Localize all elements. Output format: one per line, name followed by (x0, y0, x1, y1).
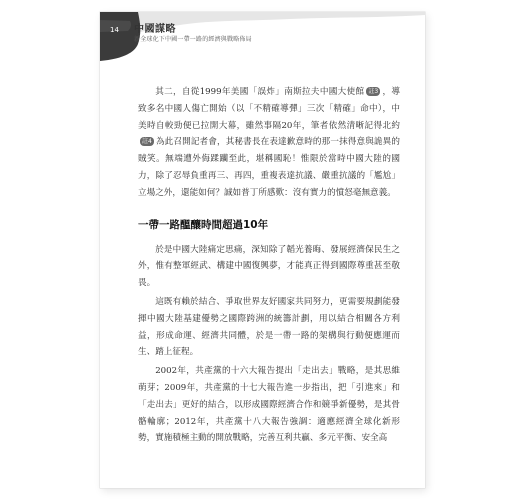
body-paragraph (138, 294, 400, 361)
running-header (100, 12, 425, 62)
paragraph-text: 2002年，共產黨的十六大報告提出「走出去」戰略，是其思維萌芽；2009年，共產黨的十七大報告進一步指出，把「引進來」和「走出去」更好的結合，以形成國際經濟合作和競爭新優勢，是其骨骼輪廓；2012年，共產黨十八大報告強調：適應經濟全球化新形勢，實施積極主動的開放戰略，完善互利共贏、多元平衡、安全高 (138, 366, 400, 444)
book-subtitle: 新全球化下中國一帶一路的經濟與戰略佈局 (134, 36, 252, 43)
paragraph-text: 為此召開記者會，其秘書長在表達歉意時的那一抹得意與詭異的賊笑。無端遭外侮蹂躪至此，堪稱國恥！惟限於當時中國大陸的國力，除了忍辱負重再三、再四，重複表達抗議、嚴重抗議的「尷尬」立場之外，還能如何？誠如普丁所感歎：沒有實力的憤怒毫無意義。 (138, 137, 400, 198)
paragraph-text: ，導致多名中國人傷亡開始（以「不精確導彈」三次「精確」命中），中美時自較勁便已拉開大幕，雖然事隔20年，筆者依然清晰記得北約 (138, 87, 400, 131)
book-title: 中國謀略 (134, 24, 176, 35)
footnote-marker: 註4 (142, 138, 152, 146)
book-page (100, 12, 425, 488)
page-body (138, 84, 400, 447)
section-heading: 一帶一路醞釀時間超過10年 (138, 218, 269, 231)
body-paragraph (138, 242, 400, 292)
footnote-marker: 註3 (368, 88, 379, 95)
paragraph-text: 於是中國大陸痛定思痛，深知除了韜光養晦、發展經濟保民生之外，惟有整軍經武、構建中國復興夢，才能真正得到國際尊重甚至敬畏。 (138, 244, 400, 289)
paragraph-text: 其二，自從1999年美國「誤炸」南斯拉夫中國大使館 (155, 87, 365, 97)
paragraph-text: 這既有賴於結合、爭取世界友好國家共同努力，更需要規劃能發揮中國大陸基建優勢之國際跨洲的統籌計劃，用以結合相關各方利益，形成命運、經濟共同體，於是一帶一路的架構與行動便應運而生、踏上征程。 (138, 296, 400, 358)
page-number: 14 (110, 26, 119, 34)
body-paragraph (138, 363, 400, 447)
body-paragraph (138, 84, 400, 202)
